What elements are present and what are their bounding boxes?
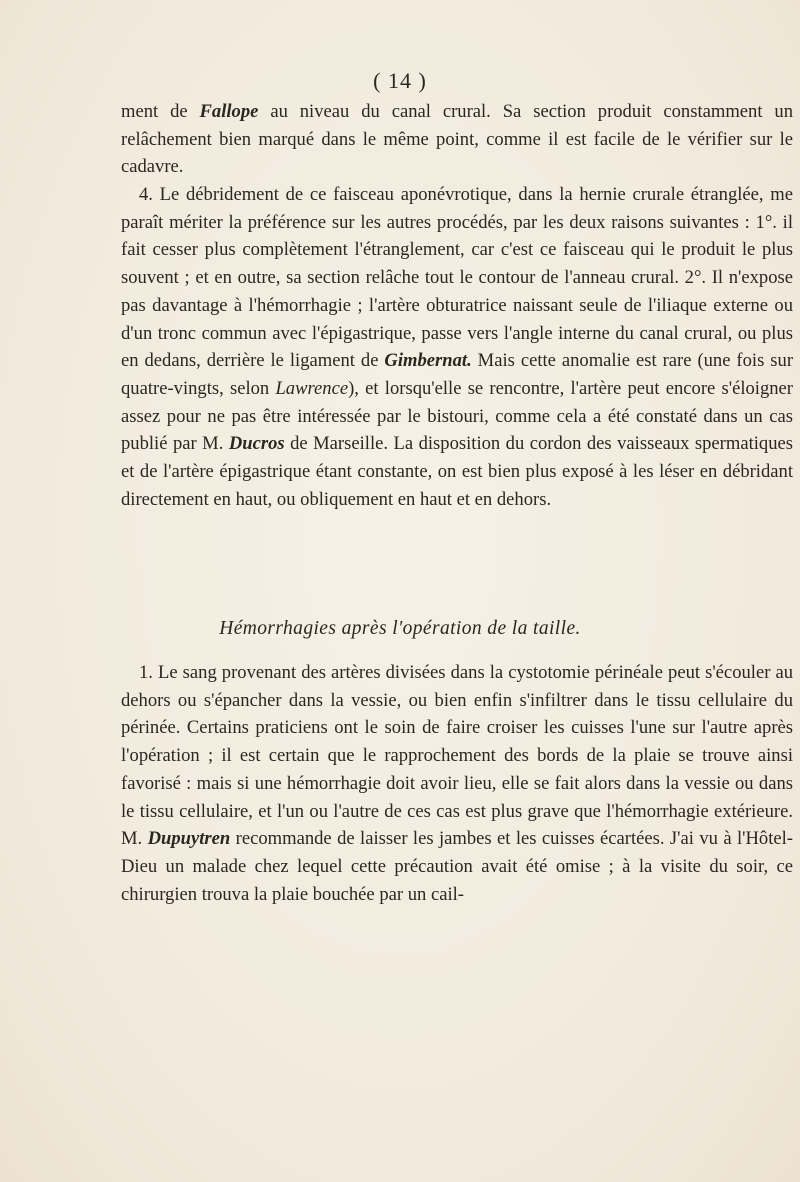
person-name-ducros: Ducros xyxy=(228,433,285,455)
paragraph-1-hemorrhagies xyxy=(121,659,793,908)
paragraph-text xyxy=(121,98,793,181)
person-name-gimbernat: Gimbernat. xyxy=(384,350,472,372)
person-name-fallope: Fallope xyxy=(199,101,259,122)
text-run: ment de xyxy=(121,101,200,122)
text-run: au niveau du canal crural. Sa section produit constamment un relâchement bien marqué dans le même point, comme il est facile de le vérifier sur le cadavre. xyxy=(121,101,794,178)
person-name-dupuytren: Dupuytren xyxy=(147,828,231,850)
page-number: ( 14 ) xyxy=(373,68,427,93)
paragraph-text xyxy=(121,659,793,908)
text-run: de Marseille. La disposition du cordon des vaisseaux spermatiques et de l'artère épigastrique étant constante, on est bien plus exposé à les léser en débridant directement en haut, ou obliquement en haut et en dehors. xyxy=(121,433,794,510)
paragraph-4 xyxy=(121,181,793,513)
text-run: recommande de laisser les jambes et les cuisses écartées. J'ai vu à l'Hôtel-Dieu un malade chez lequel cette précaution avait été omise ; à la visite du soir, ce chirurgien trouva la plaie bouchée par un cail- xyxy=(121,828,793,905)
text-run: 1. Le sang provenant des artères divisées dans la cystotomie périnéale peut s'écouler au dehors ou s'épancher dans la vessie, ou bien enfin s'infiltrer dans le tissu cellulaire du périnée. Certains praticiens ont le soin de faire croiser les cuisses l'une sur l'autre après l'opération ; il est certain que le rapprochement des bords de la plaie se trouve ainsi favorisé : mais si une hémorrhagie doit avoir lieu, elle se fait alors dans la vessie ou dans le tissu cellulaire, et l'un ou l'autre de ces cas est plus grave que l'hémorrhagie extérieure. M. xyxy=(121,662,793,850)
paragraph-text xyxy=(121,181,793,513)
person-name-lawrence: Lawrence xyxy=(275,377,349,399)
section-heading: Hémorrhagies après l'opération de la taille. xyxy=(219,618,581,639)
paragraph-continuation xyxy=(121,98,793,181)
text-run: Mais cette anomalie est rare (une fois sur quatre-vingts, selon xyxy=(121,350,794,399)
text-run: 4. Le débridement de ce faisceau aponévrotique, dans la hernie crurale étranglée, me paraît mériter la préférence sur les autres procédés, par les deux raisons suivantes : 1°. il fait cesser plus complètement l'étranglement, car c'est ce faisceau qui le produit le plus souvent ; et en outre, sa section relâche tout le contour de l'anneau crural. 2°. Il n'expose pas davantage à l'hémorrhagie ; l'artère obturatrice naissant seule de l'iliaque externe ou d'un tronc commun avec l'épigastrique, passe vers l'angle interne du canal crural, ou plus en dedans, derrière le ligament de xyxy=(121,184,793,372)
text-run: ), et lorsqu'elle se rencontre, l'artère peut encore s'éloigner assez pour ne pas être intéressée par le bistouri, comme cela a été constaté dans un cas publié par M. xyxy=(121,377,794,455)
